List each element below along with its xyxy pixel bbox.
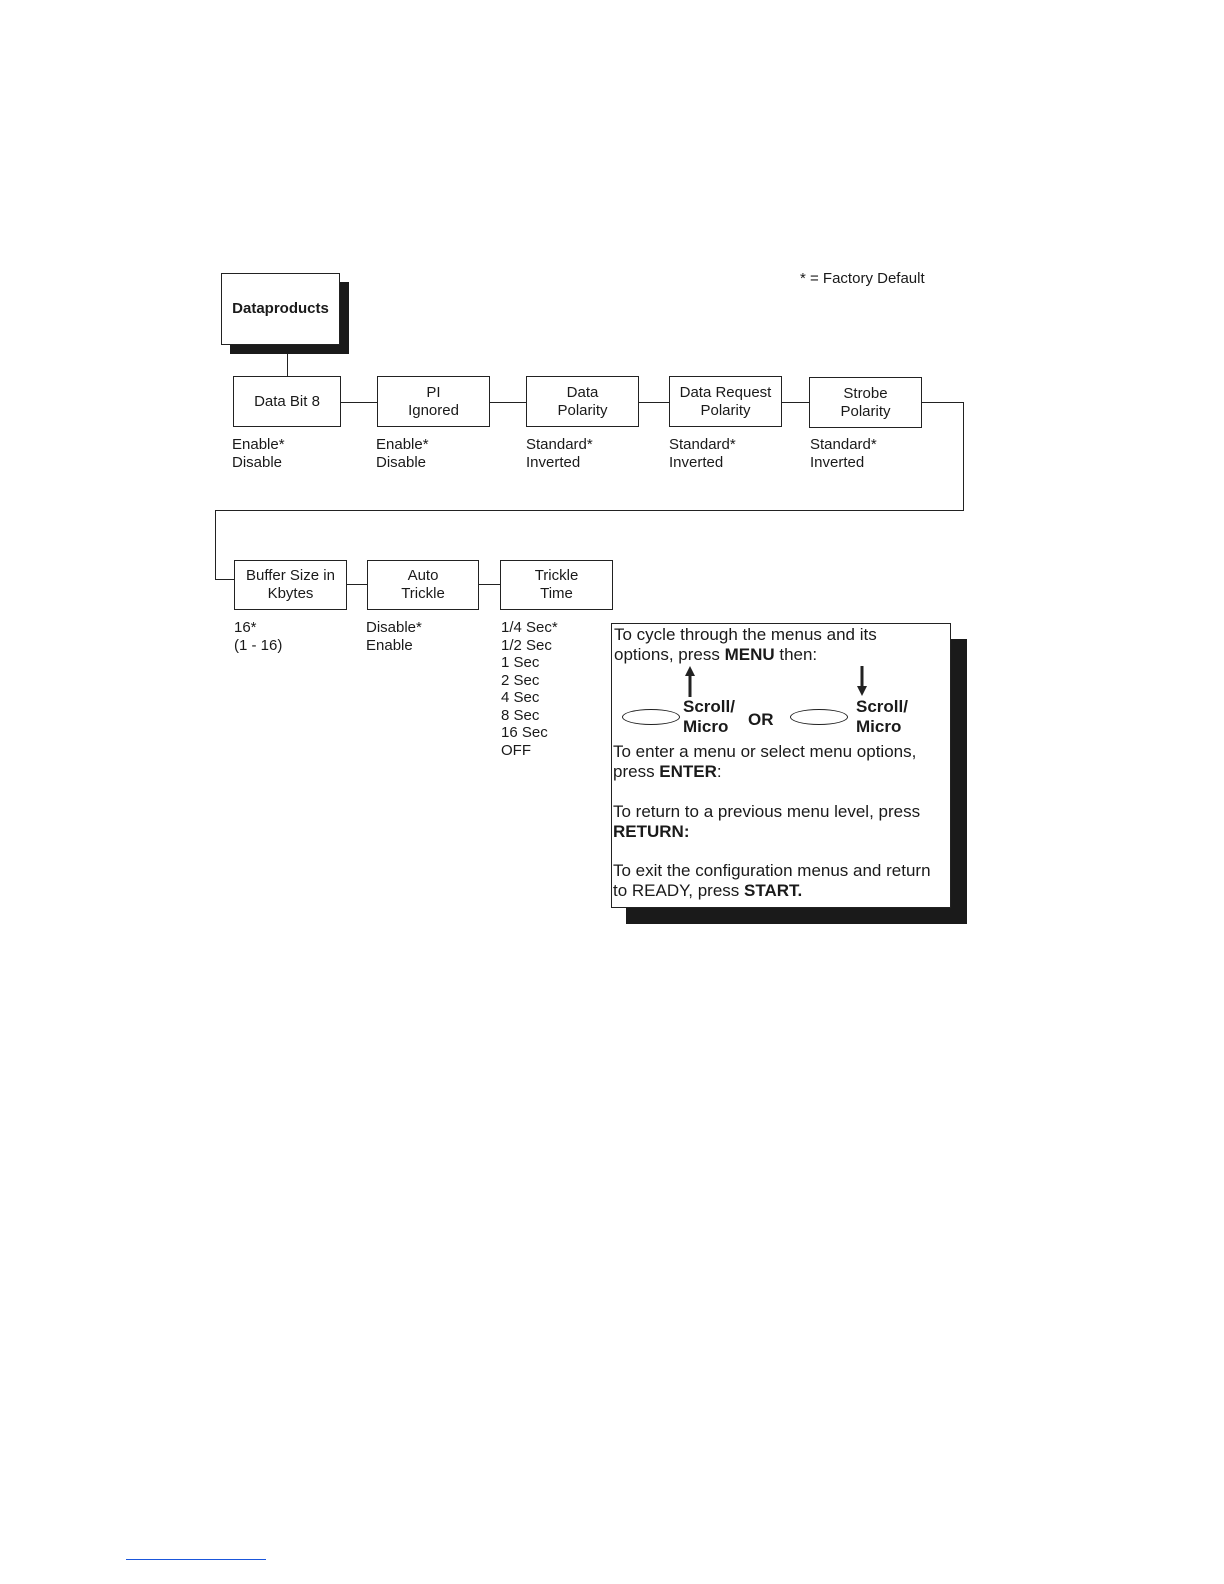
help-cycle-text-3: then: <box>774 645 818 664</box>
menu-box-pi-ignored <box>377 376 490 427</box>
dataproducts-label: Dataproducts <box>232 300 329 317</box>
option-item: 1/4 Sec* <box>501 619 558 636</box>
connector-2-3 <box>490 402 526 403</box>
menu-box-trickle-time <box>500 560 613 610</box>
factory-default-legend: * = Factory Default <box>800 270 925 287</box>
options-pi-ignored <box>376 436 429 471</box>
help-exit-text-2: to READY, press <box>613 881 745 900</box>
help-cycle-text-1: To cycle through the menus and its <box>614 625 877 644</box>
menu-label-line: Buffer Size in <box>246 567 335 584</box>
option-item: Enable <box>366 636 413 654</box>
root-connector <box>287 354 288 376</box>
option-item: (1 - 16) <box>234 636 283 654</box>
help-return-text-1: To return to a previous menu level, press <box>613 802 921 821</box>
menu-box-buffer-size <box>234 560 347 610</box>
options-auto-trickle <box>366 619 422 654</box>
connector-to-row2 <box>215 579 234 580</box>
menu-label-line: PI <box>426 383 441 401</box>
scroll-down-label-line: Scroll/ <box>856 697 908 716</box>
option-item: 8 Sec <box>501 706 540 724</box>
connector-7-8 <box>479 584 500 585</box>
options-strobe-polarity <box>810 436 877 471</box>
option-item: Inverted <box>669 453 724 471</box>
menu-label-line: Time <box>540 585 573 602</box>
menu-label-line: Kbytes <box>267 585 314 602</box>
connector-3-4 <box>639 402 669 403</box>
help-enter-text-1: To enter a menu or select menu options, <box>613 742 917 761</box>
menu-key-label: MENU <box>724 645 775 664</box>
menu-label-line: Data Request <box>679 383 772 401</box>
option-item: OFF <box>501 741 531 759</box>
options-buffer-size <box>234 619 282 654</box>
option-item: Standard* <box>526 436 593 453</box>
help-enter-text <box>613 742 916 782</box>
connector-5-right <box>922 402 964 403</box>
option-item: 16 Sec <box>501 724 548 741</box>
or-label: OR <box>748 710 774 729</box>
options-data-polarity <box>526 436 593 471</box>
option-item: Disable <box>376 453 427 471</box>
connector-4-5 <box>782 402 809 403</box>
connector-6-7 <box>347 584 367 585</box>
options-data-request-polarity <box>669 436 736 471</box>
options-trickle-time <box>501 619 558 759</box>
options-data-bit-8 <box>232 436 285 471</box>
scroll-up-label-line: Scroll/ <box>683 697 735 716</box>
option-item: Standard* <box>810 436 877 453</box>
menu-box-data-bit-8 <box>233 376 341 427</box>
connector-1-2 <box>341 402 377 403</box>
option-item: Enable* <box>376 436 429 453</box>
menu-box-auto-trickle <box>367 560 479 610</box>
scroll-up-key-icon <box>622 709 680 725</box>
option-item: 2 Sec <box>501 671 540 689</box>
connector-left-down <box>215 510 216 580</box>
help-cycle-text-2: options, press <box>614 645 725 664</box>
scroll-up-label-line: Micro <box>683 717 729 736</box>
connector-right-down <box>963 402 964 511</box>
down-arrow-icon <box>855 665 869 697</box>
scroll-down-label <box>856 697 908 737</box>
menu-label-line: Trickle <box>401 585 445 602</box>
option-item: Standard* <box>669 436 736 453</box>
menu-label-line: Strobe <box>843 384 888 402</box>
scroll-up-label <box>683 697 735 737</box>
option-item: Enable* <box>232 436 285 453</box>
scroll-down-key-icon <box>790 709 848 725</box>
up-arrow-icon <box>683 666 697 698</box>
footer-rule <box>126 1559 266 1560</box>
menu-label-line: Polarity <box>700 401 751 419</box>
help-exit-text <box>613 861 931 901</box>
menu-label-line: Ignored <box>408 401 459 419</box>
scroll-down-label-line: Micro <box>856 717 902 736</box>
help-return-text <box>613 802 920 842</box>
option-item: 1/2 Sec <box>501 636 552 654</box>
help-enter-text-3: : <box>716 762 722 781</box>
option-item: Inverted <box>810 453 865 471</box>
menu-box-strobe-polarity <box>809 377 922 428</box>
option-item: Disable <box>232 453 283 471</box>
enter-key-label: ENTER <box>659 762 717 781</box>
menu-label-line: Polarity <box>557 401 608 419</box>
option-item: 4 Sec <box>501 689 540 706</box>
option-item: 1 Sec <box>501 654 540 671</box>
menu-label-line: Data <box>566 383 599 401</box>
option-item: Disable* <box>366 619 422 636</box>
connector-wrap <box>215 510 964 511</box>
return-key-label: RETURN: <box>613 822 690 841</box>
menu-box-data-polarity <box>526 376 639 427</box>
option-item: Inverted <box>526 453 581 471</box>
menu-label-line: Auto <box>407 567 439 584</box>
menu-label-line: Polarity <box>840 402 891 420</box>
menu-label-line: Trickle <box>534 567 579 584</box>
menu-label-line: Data Bit 8 <box>254 392 320 410</box>
dataproducts-menu-box <box>221 273 340 345</box>
option-item: 16* <box>234 619 257 636</box>
menu-box-data-request-polarity <box>669 376 782 427</box>
help-exit-text-1: To exit the configuration menus and return <box>613 861 931 880</box>
help-enter-text-2: press <box>613 762 660 781</box>
start-key-label: START. <box>744 881 803 900</box>
